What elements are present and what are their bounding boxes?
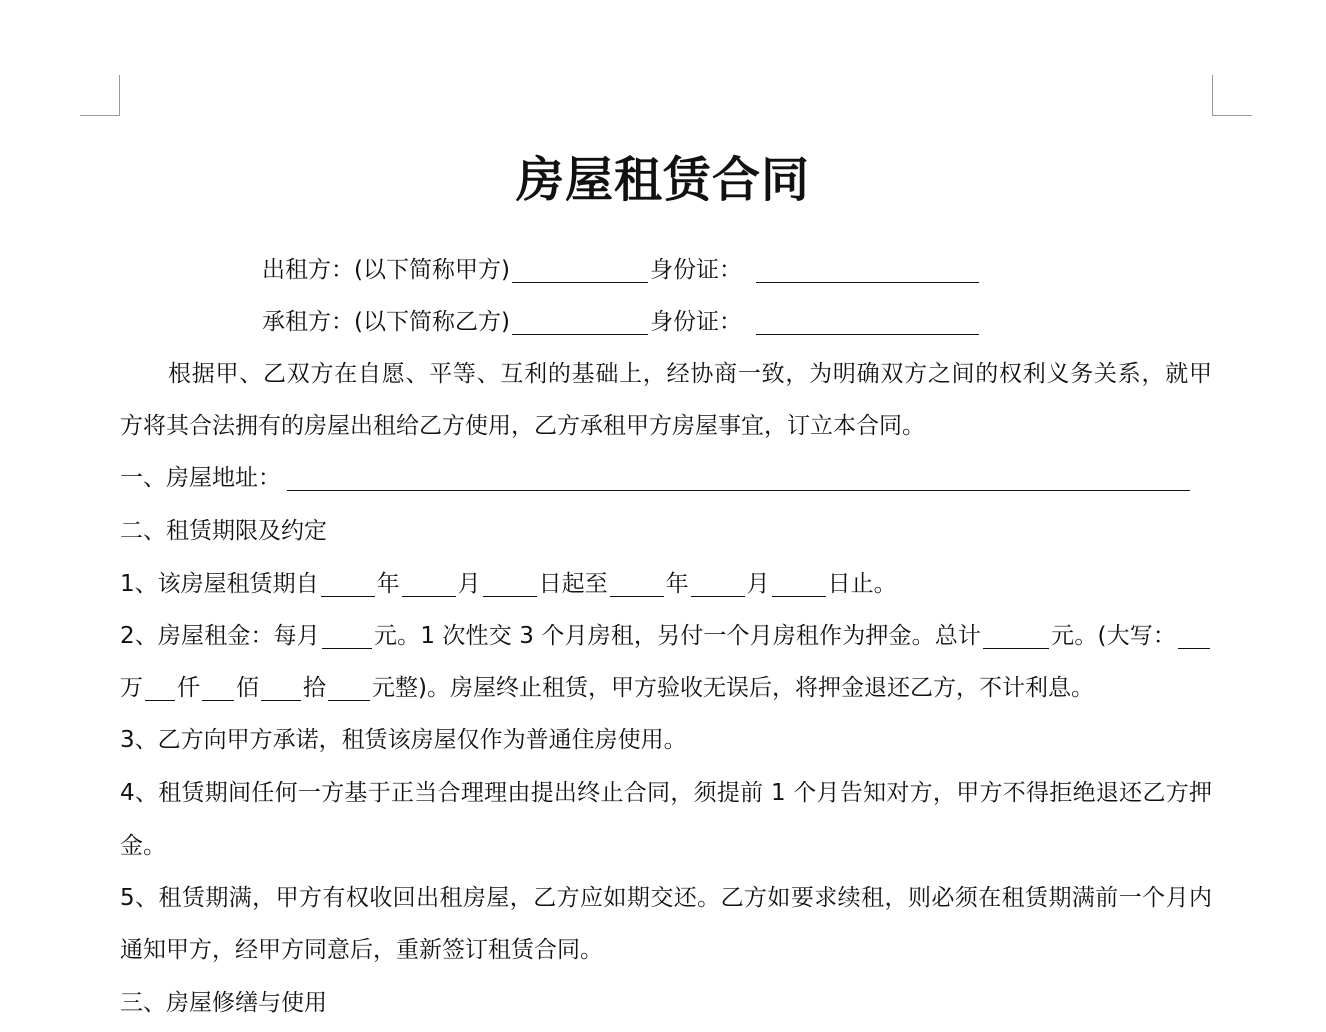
preamble-line-2: 方将其合法拥有的房屋出租给乙方使用，乙方承租甲方房屋事宜，订立本合同。 [120, 413, 925, 439]
lessee-line [262, 307, 1022, 337]
lessor-name-blank [512, 264, 648, 283]
amount-shi-blank [261, 682, 301, 701]
end-month-blank [691, 578, 745, 597]
clause-2-text-a: 2、房屋租金：每月 [120, 623, 320, 649]
start-year-blank [321, 578, 375, 597]
lessee-name-blank [512, 316, 648, 335]
clause-3: 3、乙方向甲方承诺，租赁该房屋仅作为普通住房使用。 [120, 727, 687, 753]
clause-1-until-label: 日起至 [538, 571, 608, 597]
amount-qian-blank [145, 682, 175, 701]
clause-4-line-1: 4、租赁期间任何一方基于正当合理理由提出终止合同，须提前 1 个月告知对方，甲方不得拒绝退还乙方押 [120, 780, 1212, 806]
amount-bai-label: 佰 [236, 675, 259, 701]
address-blank [287, 472, 1190, 491]
amount-shi-label: 拾 [303, 675, 326, 701]
clause-2-text-b: 元。1 次性交 3 个月房租，另付一个月房租作为押金。总计 [373, 623, 982, 649]
lessee-id-label: 身份证： [649, 309, 742, 335]
clause-1-year-label: 年 [376, 571, 400, 597]
clause-1-end-year-label: 年 [665, 571, 689, 597]
lessee-id-blank [756, 316, 979, 335]
start-month-blank [402, 578, 456, 597]
amount-wan-blank [1178, 630, 1210, 649]
corner-mark-top-left-horizontal [80, 115, 120, 116]
clause-1 [120, 569, 1212, 599]
section-1-line [120, 463, 1212, 493]
clause-5-line-2: 通知甲方，经甲方同意后，重新签订租赁合同。 [120, 937, 603, 963]
monthly-rent-blank [322, 630, 372, 649]
contract-title: 房屋租赁合同 [515, 152, 810, 208]
lessor-id-blank [756, 264, 979, 283]
clause-2-text-d: 元整)。房屋终止租赁，甲方验收无误后，将押金退还乙方，不计利息。 [372, 675, 1094, 701]
clause-2-line-2 [120, 673, 1212, 703]
clause-4-line-2: 金。 [120, 833, 166, 859]
clause-1-text: 1、该房屋租赁期自 [120, 571, 319, 597]
lessor-line [262, 255, 1022, 285]
amount-yuan-blank [328, 682, 370, 701]
clause-1-end-label: 日止。 [827, 571, 897, 597]
clause-2-line-1 [120, 621, 1212, 651]
end-year-blank [610, 578, 664, 597]
corner-mark-top-right-vertical [1212, 75, 1213, 116]
corner-mark-top-left-vertical [119, 75, 120, 116]
clause-2-text-c: 元。(大写： [1051, 623, 1177, 649]
total-amount-blank [983, 630, 1049, 649]
amount-wan-label: 万 [120, 675, 143, 701]
preamble-line-1: 根据甲、乙双方在自愿、平等、互利的基础上，经协商一致，为明确双方之间的权利义务关系，就甲 [168, 361, 1212, 387]
clause-1-month-label: 月 [457, 571, 481, 597]
section-2-heading: 二、租赁期限及约定 [120, 518, 327, 544]
end-day-blank [772, 578, 826, 597]
lessor-id-label: 身份证： [649, 257, 742, 283]
lessee-label: 承租方：(以下简称乙方) [262, 309, 510, 335]
clause-1-end-month-label: 月 [746, 571, 770, 597]
clause-5-line-1: 5、租赁期满，甲方有权收回出租房屋，乙方应如期交还。乙方如要求续租，则必须在租赁期满前一个月内 [120, 885, 1212, 911]
section-3-heading: 三、房屋修缮与使用 [120, 990, 327, 1016]
start-day-blank [483, 578, 537, 597]
section-1-heading: 一、房屋地址： [120, 465, 281, 491]
amount-qian-label: 仟 [177, 675, 200, 701]
lessor-label: 出租方：(以下简称甲方) [262, 257, 510, 283]
corner-mark-top-right-horizontal [1212, 115, 1252, 116]
amount-bai-blank [202, 682, 234, 701]
